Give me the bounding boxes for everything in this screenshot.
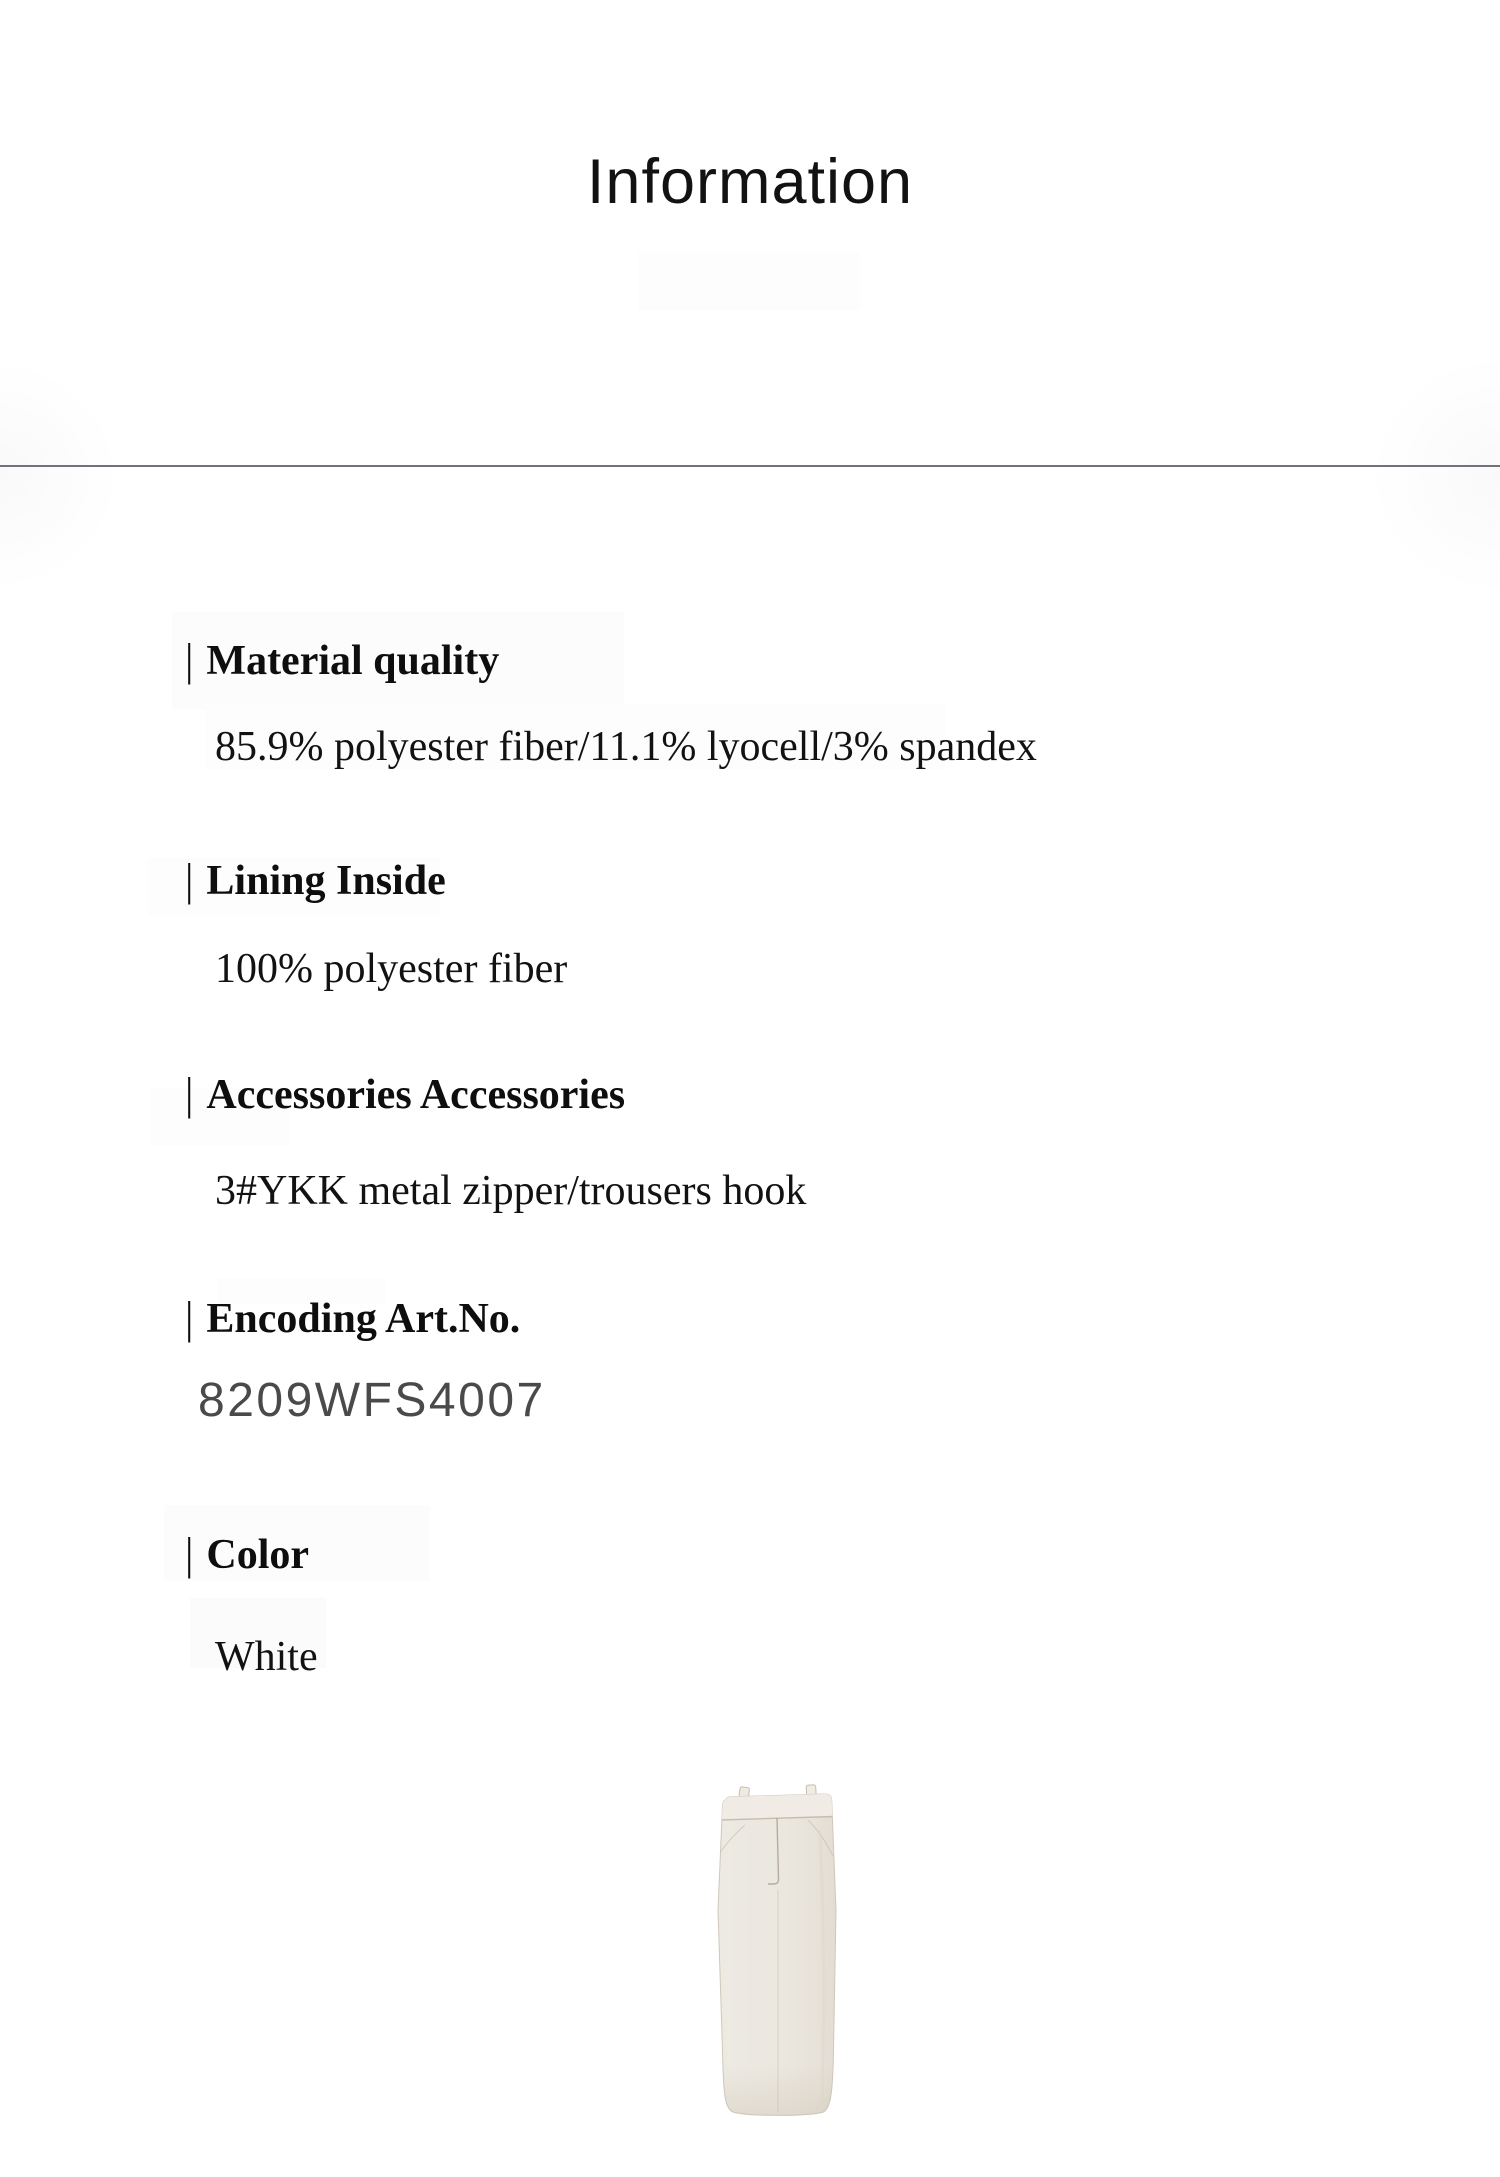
heading-bar: | [185,1530,194,1580]
value-article-number: 8209WFS4007 [198,1374,546,1427]
heading-label: Lining Inside [206,858,446,904]
value-color: White [215,1634,318,1680]
heading-label: Encoding Art.No. [206,1296,521,1342]
heading-accessories [185,1070,625,1120]
heading-encoding-art-no [185,1294,520,1344]
value-accessories: 3#YKK metal zipper/trousers hook [215,1168,807,1214]
value-material-quality: 85.9% polyester fiber/11.1% lyocell/3% spandex [215,724,1037,770]
heading-bar: | [185,1070,194,1120]
heading-lining-inside [185,856,446,906]
heading-label: Accessories Accessories [206,1072,626,1118]
heading-material-quality [185,636,499,686]
white-maxi-skirt-photo [660,1760,900,2177]
section-divider [0,465,1500,467]
edge-shading-left [0,360,120,590]
heading-label: Material quality [206,638,500,684]
ghost-box [638,252,860,310]
page-title: Information [586,147,914,217]
edge-shading-right [1370,355,1500,595]
heading-bar: | [185,636,194,686]
heading-label: Color [206,1532,310,1578]
heading-bar: | [185,1294,194,1344]
heading-color [185,1530,309,1580]
value-lining-inside: 100% polyester fiber [215,946,568,992]
heading-bar: | [185,856,194,906]
